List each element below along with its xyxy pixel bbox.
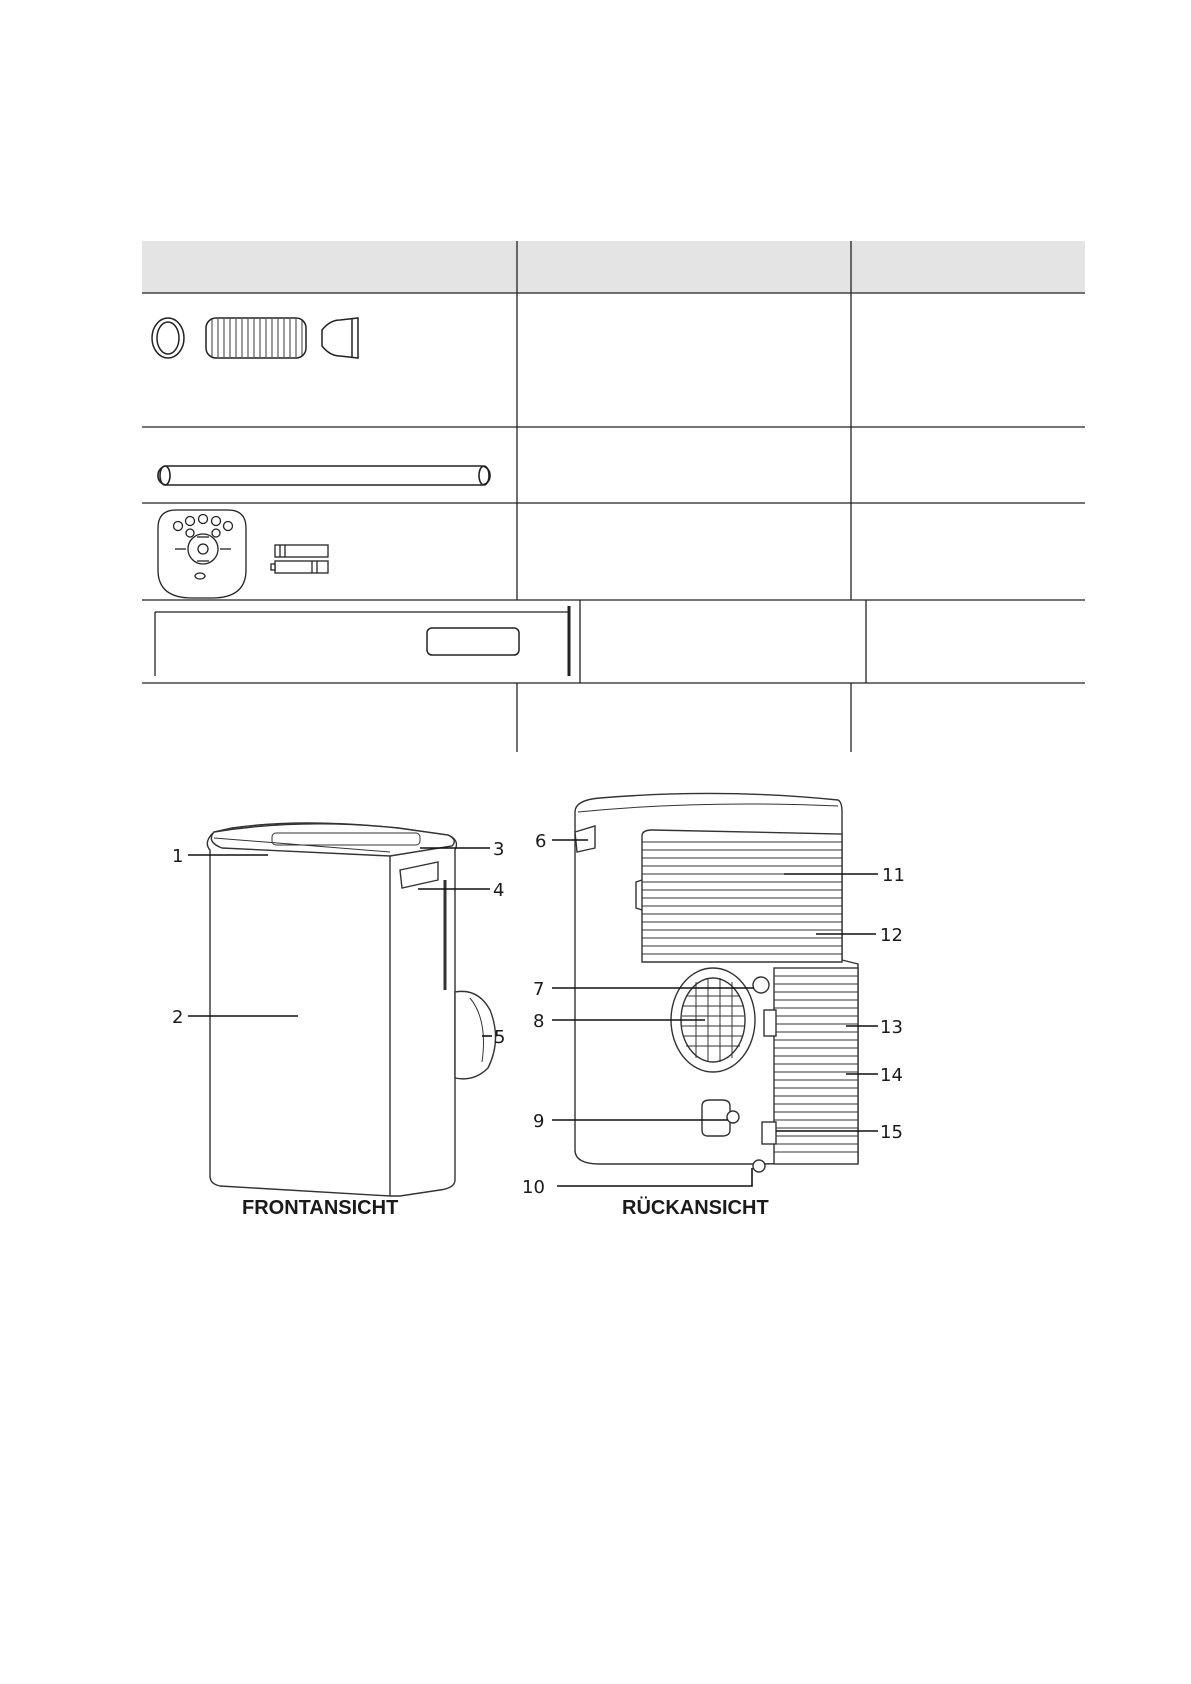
callout-leader-10 bbox=[557, 1168, 752, 1186]
callout-number-3: 3 bbox=[493, 839, 505, 860]
remote-button bbox=[186, 517, 195, 526]
plate-opening-icon bbox=[427, 628, 519, 655]
remote-button bbox=[199, 515, 208, 524]
callout-number-5: 5 bbox=[494, 1027, 506, 1048]
front-view-illustration bbox=[207, 823, 495, 1196]
back-view-caption: RÜCKANSICHT bbox=[622, 1197, 769, 1219]
callout-number-4: 4 bbox=[493, 880, 505, 901]
drain-tube-body bbox=[158, 466, 490, 485]
callout-number-6: 6 bbox=[535, 831, 547, 852]
callout-number-9: 9 bbox=[533, 1111, 545, 1132]
window-slide-plate-icon bbox=[155, 606, 570, 676]
exhaust-hose-set-icon bbox=[152, 318, 358, 358]
remote-button bbox=[212, 517, 221, 526]
lower-filter-tab bbox=[762, 1122, 776, 1144]
callout-number-15: 15 bbox=[880, 1122, 903, 1143]
drain-tube-icon bbox=[158, 466, 490, 485]
remote-button bbox=[186, 529, 194, 537]
lower-filter-grille bbox=[774, 968, 858, 1164]
side-exhaust-cap bbox=[455, 991, 496, 1079]
callout-number-12: 12 bbox=[880, 925, 903, 946]
battery-icon bbox=[275, 545, 328, 557]
drain-plug-upper bbox=[753, 977, 769, 993]
front-view-caption: FRONTANSICHT bbox=[242, 1197, 399, 1219]
callout-number-2: 2 bbox=[172, 1007, 184, 1028]
remote-button bbox=[212, 529, 220, 537]
back-view-illustration bbox=[575, 793, 858, 1172]
callout-number-1: 1 bbox=[172, 846, 184, 867]
remote-control-with-batteries-icon bbox=[158, 510, 328, 598]
lower-filter-clip bbox=[764, 1010, 776, 1036]
drain-outlet-middle bbox=[727, 1111, 739, 1123]
batteries-icon bbox=[271, 545, 328, 573]
callout-number-14: 14 bbox=[880, 1065, 903, 1086]
battery-icon bbox=[275, 561, 328, 573]
table-header-background bbox=[142, 241, 1085, 293]
drain-outlet-bottom bbox=[753, 1160, 765, 1172]
callout-number-8: 8 bbox=[533, 1011, 545, 1032]
flexible-hose-icon bbox=[206, 318, 306, 358]
remote-button bbox=[174, 522, 183, 531]
callout-number-13: 13 bbox=[880, 1017, 903, 1038]
callout-number-7: 7 bbox=[533, 979, 545, 1000]
callout-number-10: 10 bbox=[522, 1177, 545, 1198]
power-cord-holder bbox=[702, 1100, 730, 1136]
remote-button bbox=[224, 522, 233, 531]
battery-terminal bbox=[271, 564, 275, 570]
remote-center-button bbox=[198, 544, 208, 554]
remote-button bbox=[195, 573, 205, 579]
callout-number-11: 11 bbox=[882, 865, 905, 886]
